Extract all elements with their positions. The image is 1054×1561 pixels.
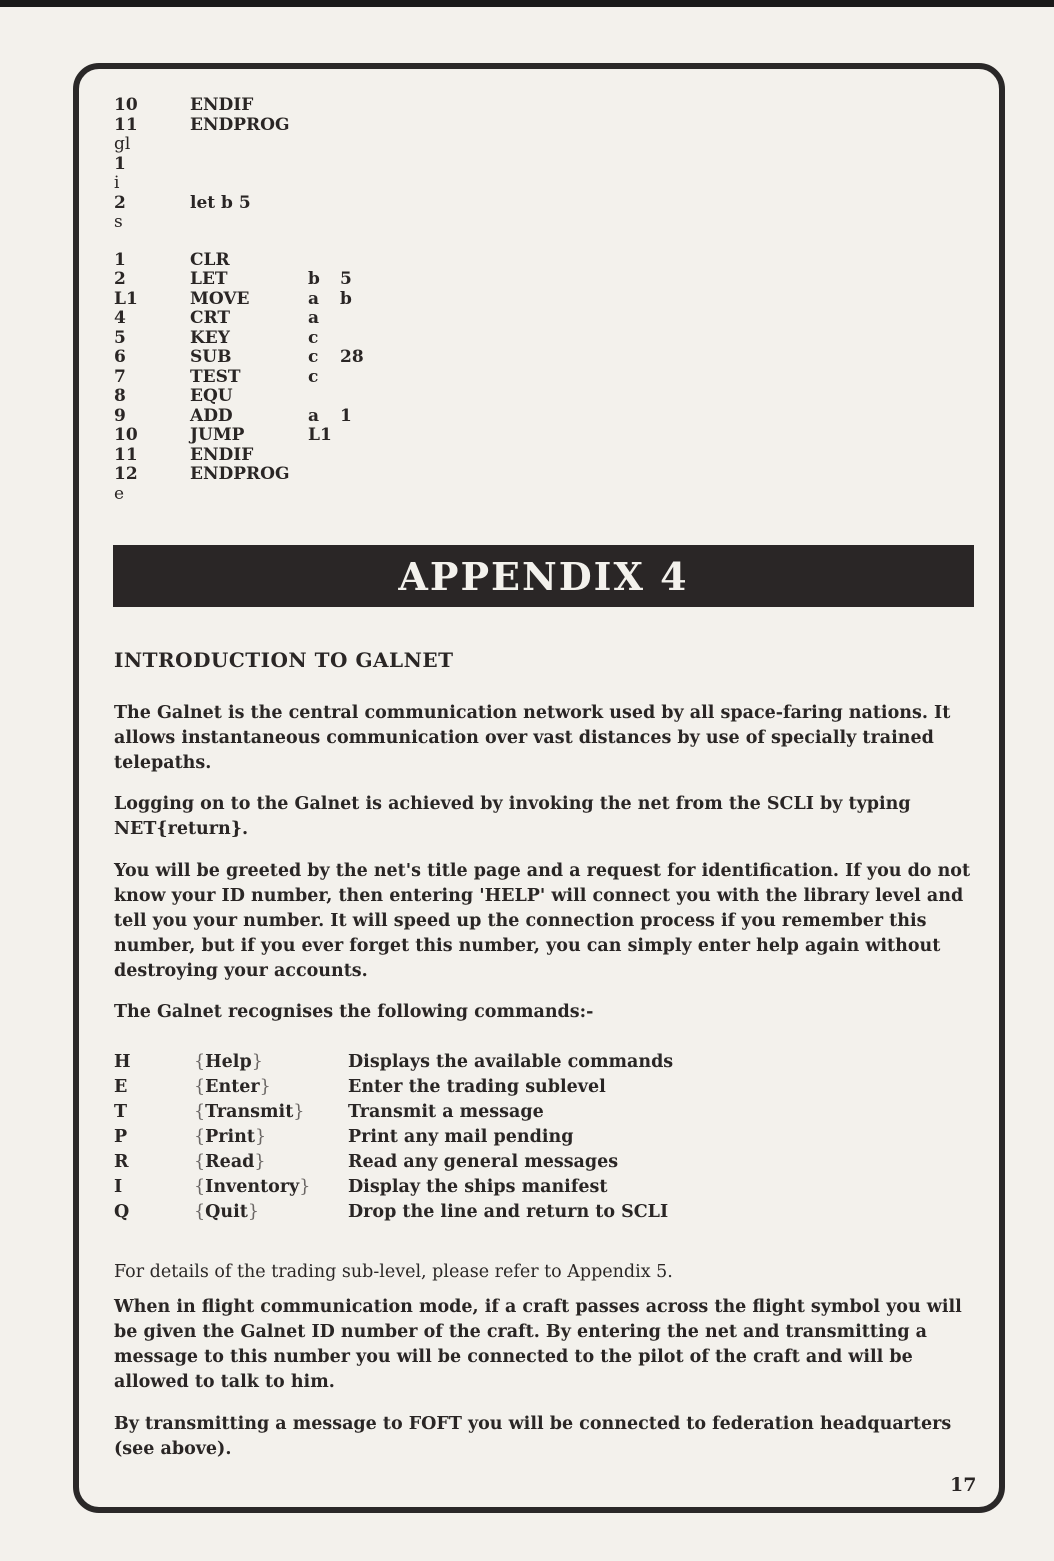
paragraph-foft: By transmitting a message to FOFT you will be connected to federation headquarters (see above). (114, 1414, 952, 1459)
paragraph-commands-intro: The Galnet recognises the following commands:- (114, 1002, 594, 1022)
command-name-text: Inventory (205, 1177, 300, 1197)
brace-open: { (194, 1127, 206, 1147)
paragraph-identification: You will be greeted by the net's title page and a request for identification. If you do not know your ID number, then entering 'HELP' will connect you with the library level and tell you your number. It will speed up the connection process if you remember this number, but if you ever forget this number, you can simply enter help again without destroying your accounts. (114, 861, 971, 981)
code-arg: c (308, 327, 319, 348)
code-instruction: KEY (190, 327, 230, 348)
code-arg: a (308, 288, 320, 309)
code-instruction: let b 5 (190, 192, 251, 213)
command-name-text: Transmit (205, 1102, 294, 1122)
command-key: E (114, 1077, 128, 1097)
code-instruction: ENDIF (190, 95, 254, 115)
brace-close: } (259, 1077, 271, 1097)
brace-close: } (251, 1052, 263, 1072)
command-name-text: Print (205, 1127, 255, 1147)
code-instruction: JUMP (190, 425, 245, 445)
command-name (194, 1150, 266, 1175)
code-line-number: gl (114, 134, 131, 154)
code-instruction: TEST (190, 366, 241, 387)
command-key: I (114, 1177, 123, 1197)
code-line-number: 8 (114, 386, 126, 406)
command-name (194, 1075, 271, 1100)
top-edge-rule (0, 0, 1054, 7)
code-line-number: e (114, 483, 125, 504)
paragraph-flight-comm: When in flight communication mode, if a craft passes across the flight symbol you will be given the Galnet ID number of the craft. By entering the net and transmitting a message to this number you will be connected to the pilot of the craft and will be allowed to talk to him. (114, 1297, 962, 1392)
code-instruction: CLR (190, 249, 230, 270)
command-name (194, 1175, 310, 1200)
paragraph-intro: The Galnet is the central communication network used by all space-faring nations. It allows instantaneous communication over vast distances by use of specially trained telepaths. (114, 703, 951, 773)
code-arg: a (308, 405, 320, 426)
brace-close: } (247, 1202, 259, 1222)
command-description: Transmit a message (348, 1102, 544, 1122)
code-arg: L1 (308, 425, 332, 445)
code-instruction: LET (190, 269, 228, 289)
brace-open: { (194, 1177, 206, 1197)
code-line-number: 1 (114, 249, 126, 270)
command-description: Drop the line and return to SCLI (348, 1202, 669, 1222)
code-instruction: MOVE (190, 288, 250, 309)
command-description: Enter the trading sublevel (348, 1077, 606, 1097)
code-line-number: 2 (114, 192, 126, 213)
code-line-number: 5 (114, 327, 126, 348)
code-arg: c (308, 366, 319, 387)
appendix-title: APPENDIX 4 (398, 553, 689, 599)
command-name-text: Quit (205, 1202, 248, 1222)
code-arg: 1 (340, 405, 352, 426)
command-description: Displays the available commands (348, 1052, 674, 1072)
code-line-number: 4 (114, 308, 126, 328)
page-number: 17 (950, 1474, 977, 1496)
command-name (194, 1100, 304, 1125)
code-arg: b (340, 288, 352, 309)
brace-open: { (194, 1202, 206, 1222)
code-instruction: ENDIF (190, 444, 254, 465)
code-instruction: ENDPROG (190, 464, 290, 484)
code-line-number: 10 (114, 95, 138, 115)
command-name-text: Help (205, 1052, 252, 1072)
code-arg: 28 (340, 347, 364, 367)
code-line-number: 12 (114, 464, 138, 484)
command-name-text: Read (205, 1152, 255, 1172)
command-description: Print any mail pending (348, 1127, 574, 1147)
command-key: P (114, 1127, 128, 1147)
section-heading: INTRODUCTION TO GALNET (114, 648, 454, 672)
code-line-number: 9 (114, 405, 126, 426)
code-arg: b (308, 269, 320, 289)
code-instruction: SUB (190, 347, 232, 367)
command-key: R (114, 1152, 129, 1172)
command-key: Q (114, 1202, 130, 1222)
command-key: T (114, 1102, 128, 1122)
command-name (194, 1050, 263, 1075)
brace-close: } (254, 1152, 266, 1172)
code-line-number: 6 (114, 347, 126, 367)
command-description: Display the ships manifest (348, 1177, 608, 1197)
code-line-number: L1 (114, 288, 138, 309)
brace-open: { (194, 1077, 206, 1097)
paragraph-trading-ref: For details of the trading sub-level, please refer to Appendix 5. (114, 1262, 673, 1282)
code-arg: c (308, 347, 319, 367)
code-line-number: 10 (114, 425, 138, 445)
command-name-text: Enter (205, 1077, 260, 1097)
code-arg: 5 (340, 269, 352, 289)
code-line-number: 11 (114, 114, 138, 135)
command-name (194, 1200, 259, 1225)
code-instruction: ADD (190, 405, 233, 426)
brace-close: } (254, 1127, 267, 1147)
command-description: Read any general messages (348, 1152, 619, 1172)
code-instruction: EQU (190, 386, 233, 406)
code-instruction: CRT (190, 308, 231, 328)
brace-close: } (299, 1177, 311, 1197)
paragraph-logging-on: Logging on to the Galnet is achieved by invoking the net from the SCLI by typing NET{return}. (114, 794, 911, 839)
appendix-banner (113, 545, 974, 607)
brace-close: } (293, 1102, 305, 1122)
code-line-number: i (114, 173, 120, 193)
brace-open: { (194, 1152, 206, 1172)
code-arg: a (308, 308, 320, 328)
code-instruction: ENDPROG (190, 114, 290, 135)
brace-open: { (194, 1052, 206, 1072)
code-line-number: s (114, 212, 123, 232)
command-key: H (114, 1052, 131, 1072)
code-line-number: 2 (114, 269, 126, 289)
code-line-number: 1 (114, 153, 126, 174)
code-line-number: 11 (114, 444, 138, 465)
brace-open: { (194, 1102, 206, 1122)
code-line-number: 7 (114, 366, 126, 387)
command-name (194, 1125, 266, 1150)
